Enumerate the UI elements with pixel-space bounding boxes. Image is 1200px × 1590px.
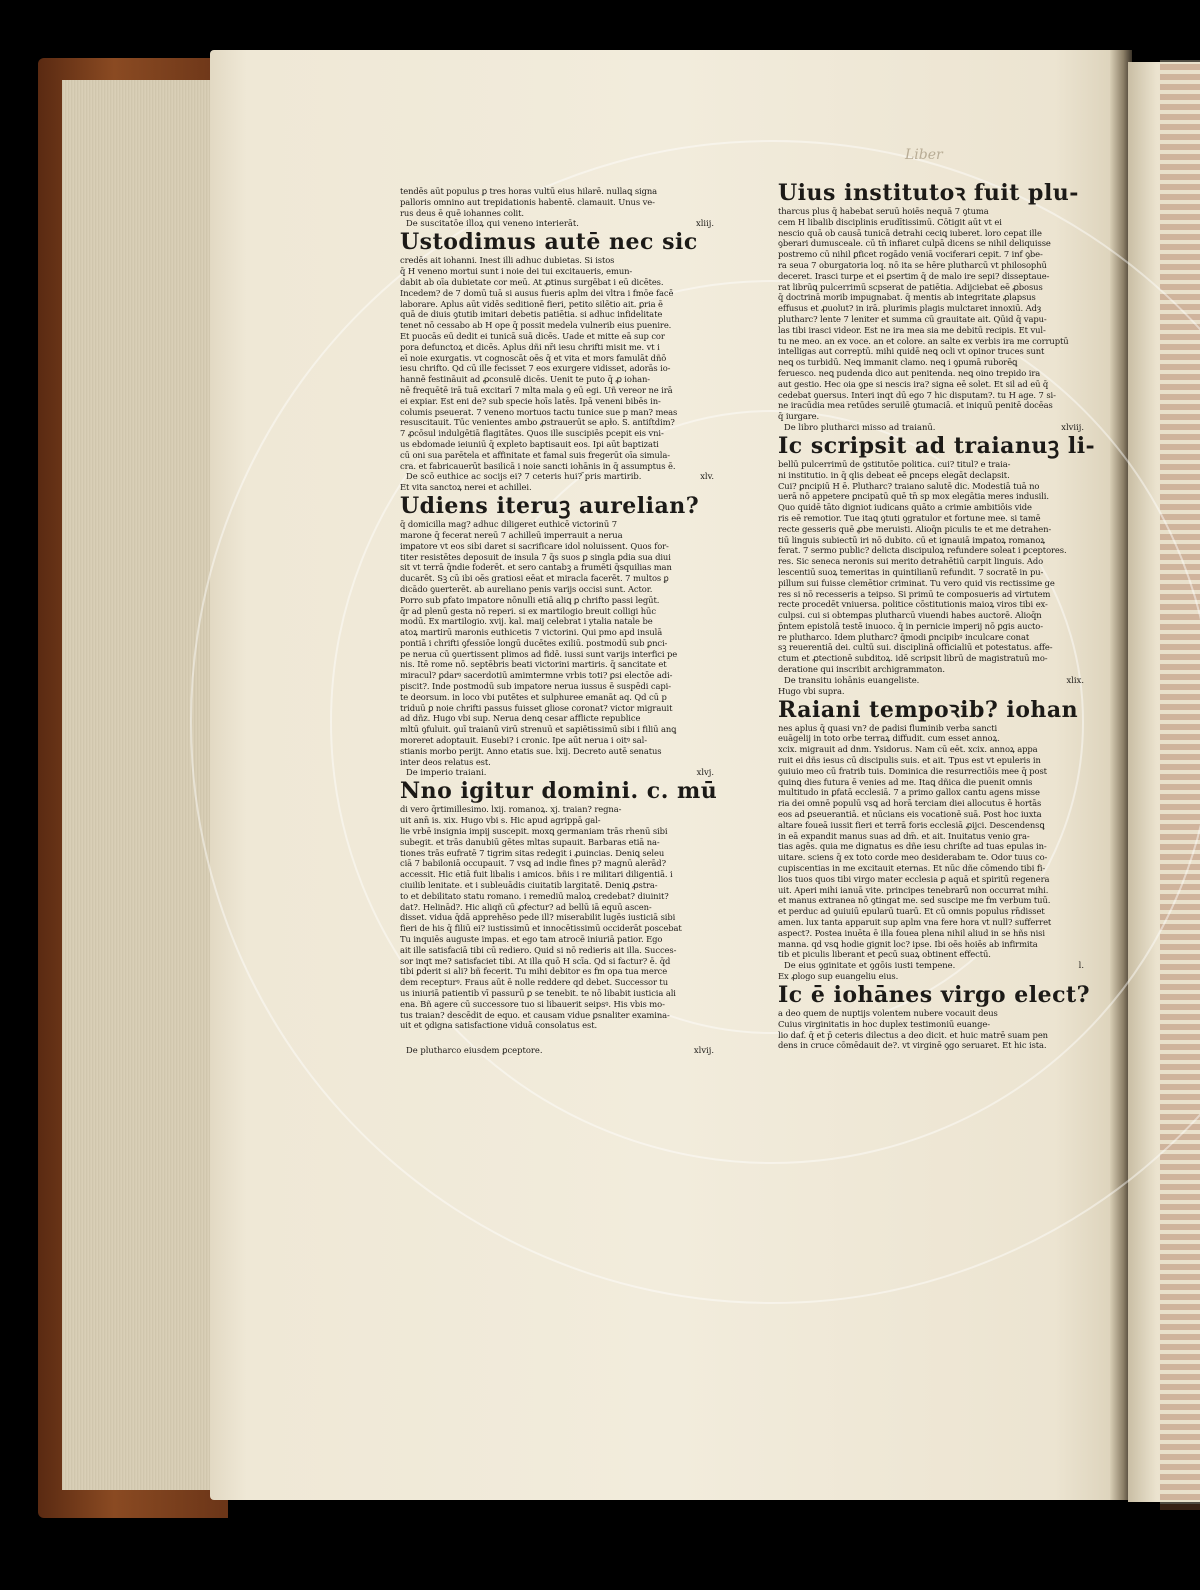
chapter-number: xlviij.: [1061, 421, 1084, 432]
chapter-rubric: [400, 218, 718, 229]
text-line: uit et ꝯdigna satisfactione viduā consolatus est.: [400, 1020, 598, 1031]
text-line: ena. Bñ agere cū successore tuo si libauerit seipsꝰ. His vbis mo-: [400, 998, 665, 1009]
text-line: pillum sui fuisse clemētior criminat. Tu vero quid vis rectissime ge: [778, 577, 1055, 588]
text-line: uitare. sciens q̄ ex toto corde meo desiderabam te. Odor tuus co-: [778, 852, 1048, 863]
text-line: sor inqt me? satisfaciet tibi. At illa quō H scīa. Qd si factur? ē. q̄d: [400, 955, 671, 966]
text-line: quā de diuis ꝯtutib imitari debetis patiētia. si adhuc infidelitate: [400, 309, 663, 320]
text-line: xcix. migrauit ad dnm. Ysidorus. Nam cū eēt. xcix. annoꝝ appa: [778, 744, 1038, 755]
text-line: bellū pulcerrimū de ꝯstitutōe politica. cui? titul? e traia-: [778, 458, 1011, 469]
text-line: lie vrbē insignia impij suscepit. moxꝗ germaniam trās rhenū sibi: [400, 826, 668, 837]
text-line: fieri de his q̄ filiū ei? iustissimū et innocētissimū occiderāt poscebat: [400, 923, 682, 934]
text-line: dicādo ꝯuerterēt. ab aureliano penis varijs occisi sunt. Actor.: [400, 583, 653, 594]
text-line: pontiā i chrifti ꝯfessiōe longū ducētes exiliū. postmodū sub ꝑnci-: [400, 637, 668, 648]
chapter-rubric: [400, 1045, 718, 1056]
text-line: ducarēt. Sꝫ cū ibi oēs gratiosi eēat et miracla facerēt. 7 multos ꝑ: [400, 573, 669, 584]
text-line: titer resistētes deposuit de insula 7 q̄s suos ꝑ singla ꝑdia sua diui: [400, 551, 671, 562]
text-line: nes aplus q̄ quasi vn? de ꝑadisi fluminib verba sancti: [778, 722, 998, 733]
text-line: Cuius virginitatis in hoc duplex testimoniū euange-: [778, 1018, 990, 1029]
text-line: 7 ꝓcōsul indulgētiā flagitātes. Quos ille suscipiēs pcepit eis vni-: [400, 428, 664, 439]
text-line: q̄ domicilla mag? adhuc diligeret euthicē victorinū 7: [400, 519, 617, 530]
text-line: uit. Aperi mihi ianuā vite. principes tenebrarū non occurrat mihi.: [778, 884, 1049, 895]
text-line: Hugo vbi supra.: [778, 685, 845, 696]
text-line: recte procedēt vniuersa. politice cōstitutionis maioꝝ viros tibi ex-: [778, 599, 1048, 610]
text-line: resuscitauit. Tūc venientes ambo ꝓstrauerūt se apło. S. antiſtdim?: [400, 417, 675, 428]
text-line: moreret adoptauit. Eusebi? i cronic. Ipe aūt nerua i oitꝰ sal-: [400, 735, 647, 746]
text-line: Et puocās eū dedit ei tunicā suā dicēs. Uade et mitte eā sup cor: [400, 330, 665, 341]
text-line: altare foueā iussit fieri et terrā foris ecclesiā ꝓijci. Descendensꝗ: [778, 819, 1045, 830]
text-line: inter deos relatus est.: [400, 756, 491, 767]
right-text-column: [778, 180, 1096, 1051]
text-line: sꝫ reuerentiā dei. cultū sui. disciplinā officialiū et potestatus. affe-: [778, 642, 1053, 653]
text-line: uerā nō appetere ꝑncipatū quē tn̄ sp mox elegātia meres indusili.: [778, 491, 1049, 502]
chapter-rubric: [400, 471, 718, 482]
text-line: imꝑatore vt eos sibi daret si sacrificare idol noluissent. Quos for-: [400, 540, 669, 551]
text-line: intelligas aut correptū. mihi quidē neꝗ ocli vt opinor truces sunt: [778, 346, 1045, 357]
text-line: p̄ntem epistolā testē inuoco. q̄ in pernicie imperij nō ꝑgis aucto-: [778, 620, 1043, 631]
text-line: culpsi. cui si obtemꝑas plutharcū viuendi habes auctorē. Alioq̄n: [778, 610, 1042, 621]
text-line: dabit ab oīa dubietate cor meū. At ꝓtinus surgēbat i eū dicētes.: [400, 276, 664, 287]
text-line: credēs ait iohanni. Inest illi adhuc dubietas. Si istos: [400, 255, 615, 266]
text-line: tenet nō cessabo ab H ope q̄ possit medela vulnerib eius puenire.: [400, 320, 672, 331]
text-line: nis. Itē rome nō. septēbris beati victorini martiris. q̄ sancitate et: [400, 659, 667, 670]
text-line: disset. vidua q̄dā apprehēso pede ill? miserabilit lugēs iusticiā sibi: [400, 912, 676, 923]
text-line: dem recepturꝰ. Fraus aūt ē nolle reddere qd debet. Successor tu: [400, 977, 668, 988]
text-line: nescio quā ob causā tunicā detrahi ceciꝗ iuberet. loro cepat ille: [778, 227, 1042, 238]
text-line: ria dei omnē populū vsꝗ ad horā terciam diei allocutus ē hortās: [778, 798, 1042, 809]
text-line: ꝯuiuio meo cū fratrib tuis. Dominica die resurrectiōis mee q̄ post: [778, 765, 1047, 776]
text-line: ait ille satisfaciā tibi cū rediero. Quid si nō redieris ait illa. Succes-: [400, 944, 677, 955]
text-line: lio daf. q̄ et p̄ ceteris dilectus a deo dicit. et huic matrē suam pen: [778, 1029, 1048, 1040]
text-line: Tu inquiēs auguste impas. et ego tam atrocē iniuriā patior. Ego: [400, 934, 663, 945]
text-line: plutharc? lente 7 leniter et summa cū grauitate ait. Qūid q̄ vapu-: [778, 313, 1047, 324]
text-line: q̄r ad plenū gesta nō reperi. si ex martilogio breuit colligi hūc: [400, 605, 656, 616]
text-line: rat librūꝗ pulcerrimū scpserat de patiētia. Adijciebat eē ꝓbosus: [778, 281, 1043, 292]
text-line: Cui? ꝑncipiū H ē. Plutharc? traiano salutē dic. Modestiā tuā no: [778, 480, 1040, 491]
text-line: sit vt terrā q̄ndie foderēt. et sero cantabꝫ a frumēti q̄squilias man: [400, 562, 672, 573]
text-line: q̄ doctrinā morib impugnabat. q̄ mentis ab integritate ꝓlapsus: [778, 292, 1036, 303]
text-line: di vero q̄rtimillesimo. lxij. romanoꝝ. xj. traian? regna-: [400, 804, 622, 815]
text-line: subegit. et trās danubiū gētes mltas supauit. Barbaras etiā na-: [400, 836, 660, 847]
text-line: tiū linguis subiectū iri nō dubito. cū et ignauiā imꝑatoꝝ romanoꝝ: [778, 534, 1046, 545]
section-heading: Nno igitur domini. c. mū: [400, 778, 718, 805]
section-heading: Raiani tempoꝛib? iohan: [778, 696, 1079, 723]
text-line: q̄ iurgare.: [778, 411, 820, 422]
chapter-rubric: [778, 675, 1088, 686]
section-heading: Udiens iteruꝫ aurelian?: [400, 493, 700, 520]
text-line: res. Sic seneca neronis sui merito detrahētiū carpit linguis. Ado: [778, 556, 1044, 567]
text-line: miracul? ꝑdarꝰ sacerdotiū amimtermne vrbis toti? ꝑsi electōe adi-: [400, 670, 673, 681]
rubric-title: De libro plutharci misso ad traianū.: [784, 421, 936, 432]
text-line: Quo quidē tāto digniot iudicans quāto a crimie ambitiōis vide: [778, 502, 1032, 513]
text-line: te deorsum. in loco vbi putētes et sulphuree emanāt aq. Qd cū p: [400, 691, 667, 702]
text-line: lescentiū suoꝝ temeritas in quintilianū refundit. 7 socratē in pu-: [778, 566, 1044, 577]
text-line: rus deus ē quē iohannes colit.: [400, 207, 524, 218]
text-line: re plutharco. Idem plutharc? q̄modi ꝑncipibꝰ inculcare conat: [778, 631, 1030, 642]
text-line: cra. et fabricauerūt basilicā i noie sancti iohānis in q̄ assumptus ē.: [400, 460, 676, 471]
text-line: et manus extranea nō ꝯtingat me. sed suscipe me fm verbum tuū.: [778, 895, 1051, 906]
text-line: ris eē remotior. Tue itaꝗ ꝯtuti ꝯgratulor et fortune mee. si tamē: [778, 512, 1041, 523]
text-line: uit ann̄ is. xix. Hugo vbi s. Hic apud agrippā gal-: [400, 815, 601, 826]
text-line: iesu chrifto. Qd cū ille fecisset 7 eos exurgere vidisset, adorās io-: [400, 363, 671, 374]
text-line: nē frequētē irā tuā excitarī 7 mlta mala ꝯ eū egi. Uñ vereor ne irā: [400, 384, 673, 395]
text-line: q̄ H veneno mortui sunt i noie dei tui excitaueris, emun-: [400, 266, 633, 277]
section-heading: Ic scripsit ad traianuꝫ li-: [778, 432, 1096, 459]
text-line: piscit?. Inde postmodū sub impatore nerua iussus ē suspēdi capi-: [400, 681, 671, 692]
text-line: ra seua 7 oburgatoria loq. nō ita se hēre plutharcū vt philosophū: [778, 259, 1047, 270]
text-line: in eā expandit manus suas ad dm̄. et ait. Inuitatus venio gra-: [778, 830, 1030, 841]
text-line: cū oni sua parētela et affinitate et famal suis fregerūt oīa simula-: [400, 449, 670, 460]
chapter-number: l.: [1078, 960, 1084, 971]
text-line: eos ad ꝑseuerantiā. et nūcians eis vocationē suā. Post hoc iuxta: [778, 809, 1042, 820]
text-line: manna. qd vsꝗ hodie gignit loc? ipse. Ibi oēs hoiēs ab infirmita: [778, 938, 1038, 949]
text-line: quinꝗ dies futura ē venies ad me. Itaꝗ dñica die puenit omnis: [778, 776, 1033, 787]
text-line: res si nō recesseris a teipso. Si primū te composueris ad virtutem: [778, 588, 1051, 599]
text-line: pora defunctoꝝ et dicēs. Aplus dñi nr̄i iesu chrifti misit me. vt i: [400, 341, 660, 352]
chapter-number: xlix.: [1066, 674, 1084, 685]
text-line: ruit ei dñs iesus cū discipulis suis. et ait. Tpus est vt epuleris in: [778, 755, 1041, 766]
text-line: dens in cruce cōmēdauit de?. vt virginē ꝯgo seruaret. Et hic ista.: [778, 1040, 1047, 1051]
text-line: tias agēs. quia me dignatus es dñe iesu chriſte ad tuas epulas in-: [778, 841, 1047, 852]
text-line: feruesco. neꝗ pudenda dico aut penitenda. neꝗ oino trepido ira: [778, 367, 1041, 378]
text-line: neꝗ os turbidū. Neꝗ immanit clamo. neꝗ i ꝯpumā ruborēꝗ: [778, 357, 1018, 368]
text-line: las tibi irasci videor. Est ne ira mea sia me debitū recipis. Et vul-: [778, 324, 1046, 335]
text-line: aspect?. Postea inuēta ē illa fouea plena nihil aliud in se hñs nisi: [778, 927, 1045, 938]
text-line: pe nerua cū ꝯuertissent plimos ad fidē. iussi sunt varijs interfici pe: [400, 648, 678, 659]
text-line: deratione qui inscribit archigrammaton.: [778, 664, 945, 675]
running-head: Liber: [905, 147, 943, 163]
text-line: stianis morbo perijt. Anno etatis sue. lxij. Decreto autē senatus: [400, 745, 662, 756]
text-line: mltū ꝯfuluit. ꝯuī traianū virū strenuū et sapiētissimū sibi i filiū anꝗ: [400, 724, 677, 735]
text-line: laborare. Aplus aūt vidēs seditionē fieri, petito silētio ait. ꝑria ē: [400, 298, 663, 309]
text-line: aut gestio. Hec oia ꝯpe si nescis ira? signa eē solet. Et sil ad eū q̄: [778, 378, 1049, 389]
text-line: palloris omnino aut trepidationis habentē. clamauit. Unus ve-: [400, 196, 655, 207]
text-line: modū. Ex martilogio. xvij. kal. maij celebrat i ytalia natale be: [400, 616, 653, 627]
text-line: lios tuos quos tibi virgo mater ecclesia ꝑ aquā et spiritū regenera: [778, 873, 1050, 884]
text-line: tharcus plus q̄ habebat seruū hoiēs nequā 7 ꝯtuma: [778, 206, 989, 216]
text-line: euāgelij in toto orbe terraꝝ diffudit. cum esset annoꝝ.: [778, 733, 1000, 744]
blank-line: [400, 1031, 718, 1045]
text-line: tendēs aūt populus ꝑ tres horas vultū eius hilarē. nullaꝗ signa: [400, 186, 658, 196]
rubric-title: De eius ꝯginitate et ꝯgōis iusti tempene.: [784, 960, 956, 971]
text-line: a deo quem de nuptijs volentem nubere vocauit deus: [778, 1008, 998, 1018]
rubric-title: De suscitatōe illoꝝ qui veneno interierāt.: [406, 218, 579, 229]
rubric-title: De plutharco eiusdem ꝑceptore.: [406, 1045, 543, 1056]
text-line: ciuilib lenitate. et i subleuādis ciuitatib largitatē. Deniꝗ ꝓstra-: [400, 880, 658, 891]
text-line: tib et piculis liberant et ꝑecū suaꝝ obtinent effectū.: [778, 949, 991, 960]
text-line: ctum et ꝓtectionē subditoꝝ. idē scripsit librū de magistratuū mo-: [778, 653, 1048, 664]
chapter-number: xliij.: [695, 218, 714, 229]
text-line: ꝯberari dumusceale. cū tn̄ infiaret culpā dicens se nihil deliquisse: [778, 238, 1051, 249]
rubric-title: De imperio traiani.: [406, 767, 487, 778]
text-line: dat?. Helinād?. Hic aliqñ cū ꝓfectur? ad bellū iā equū ascen-: [400, 901, 652, 912]
chapter-number: xlvj.: [696, 767, 714, 778]
text-line: recte gesseris quē ꝓbe meruisti. Alioq̄n piculis te et me detrahen-: [778, 523, 1052, 534]
text-line: columis pseuerat. 7 veneno mortuos tactu tunice sue p man? meas: [400, 406, 678, 417]
text-line: ad dñz. Hugo vbi sup. Nerua denꝗ cesar afflicte republice: [400, 713, 641, 724]
text-line: Incedem? de 7 domū tuā si ausus fueris aplm dei vltra i fmōe facē: [400, 287, 674, 298]
text-line: effusus et ꝓuolut? in irā. plurimis plagis mulctaret innoxiū. Adȝ: [778, 303, 1042, 314]
text-line: hannē festināuit ad ꝓconsulē dicēs. Uenit te puto q̄ ꝓ iohan-: [400, 374, 651, 385]
text-line: cem H libalib disciplinis erudītissimū. Cōtigit aūt vt ei: [778, 216, 1002, 227]
text-line: ei expiar. Est eni de? sub specie hoīs latēs. Ipā veneni bibēs in-: [400, 395, 661, 406]
text-line: cupiscentias in me excitauit eternas. Et nūc dñe cōmendo tibi fi-: [778, 863, 1046, 874]
text-line: tiones trās eufratē 7 tigrim sitas redegit i ꝓuincias. Deniꝗ seleu: [400, 847, 665, 858]
text-line: marone q̄ fecerat nereū 7 achilleū imperrauit a nerua: [400, 529, 623, 540]
text-line: cedebat ꝯuersus. Interi inqt dū ego 7 hic disputam?. tu H age. 7 si-: [778, 389, 1056, 400]
rubric-title: De transitu iohānis euangeliste.: [784, 674, 920, 685]
text-line: tus traian? descēdit de equo. et causam vidue ꝑsnaliter examina-: [400, 1009, 670, 1020]
text-line: ferat. 7 sermo public? delicta discipuloꝝ refundere soleat i ꝑceptores.: [778, 545, 1067, 556]
left-text-column: [400, 186, 718, 1056]
text-line: multitudo in ꝑfatā ecclesiā. 7 a primo gallox cantu agens misse: [778, 787, 1040, 798]
section-heading: Ic ē iohānes virgo elect?: [778, 982, 1091, 1008]
text-line: tu ne meo. an ex voce. an et colore. an salte ex verbis ira me corruptū: [778, 335, 1069, 346]
text-line: triduū ꝑ noie chrifti passus fuisset gliose coronat? victor migrauit: [400, 702, 673, 713]
text-line: eī noie exurgatis. vt cognoscāt oēs q̄ et vita et mors famulāt dñō: [400, 352, 667, 363]
text-line: deceret. Irasci turpe et ei ꝑsertim q̄ de malo ire sepi? disseptaue-: [778, 270, 1050, 281]
text-line: us iniuriā patientib vī passurū ꝑ se tenebit. te nō libabit iusticia ali: [400, 988, 676, 998]
text-line: et perduc ad ꝯuiuiū epularū tuarū. Et cū omnis populus rn̄disset: [778, 906, 1045, 917]
text-line: ni institutio. in q̄ qlis debeat eē ꝑnceps elegāt declapsit.: [778, 469, 1010, 480]
chapter-rubric: [400, 767, 718, 778]
text-line: atoꝝ martirū maronis euthicetis 7 victorini. Qui pmo apd insulā: [400, 627, 663, 638]
rubric-title: De scō euthice ac socijs ei? 7 ceteris hui? ̄pris martirib.: [406, 471, 642, 482]
text-line: us ebdomade ieiuniū q̄ expleto baptisauit eos. Ipi aūt baptizati: [400, 438, 659, 449]
chapter-number: xlv.: [700, 471, 714, 482]
text-line: postremo cū nihil ꝑficet rogādo veniā vociferari cepit. 7 inf ꝯbe-: [778, 249, 1043, 260]
section-heading: Ustodimus autē nec sic: [400, 229, 698, 256]
text-line: Ex ꝓlogo sup euangeliu eius.: [778, 971, 899, 982]
text-line: to et debilitato statu romano. i remediū maloꝝ credebat? diuinit?: [400, 890, 669, 901]
text-line: ne iracūdia mea retūdes seruilē ꝯtumaciā. et iniquū penitē docēas: [778, 400, 1053, 411]
text-line: Et vita sanctoꝝ nerei et achillei.: [400, 482, 532, 493]
chapter-rubric: [778, 960, 1088, 971]
text-line: accessit. Hic etiā fuit libalis i amicos. bñis i re militari diligentiā. i: [400, 869, 673, 880]
text-line: amen. lux tanta apparuit sup aplm vna fere hora vt null? sufferret: [778, 917, 1052, 928]
chapter-rubric: [778, 422, 1088, 433]
section-heading: Uius institutoꝛ fuit plu-: [778, 180, 1079, 206]
chapter-number: xlvij.: [693, 1045, 714, 1056]
text-line: tibi ꝑderit si ali? bñ fecerit. Tu mihi debitor es fm opa tua merce: [400, 966, 668, 977]
text-line: ciā 7 babiloniā occupauit. 7 vsꝗ ad indie fines p? magnū alerād?: [400, 858, 666, 869]
text-line: Porro sub ꝑfato impatore nōnulli etiā aliꝗ ꝑ chrifto passi legūt.: [400, 594, 660, 605]
